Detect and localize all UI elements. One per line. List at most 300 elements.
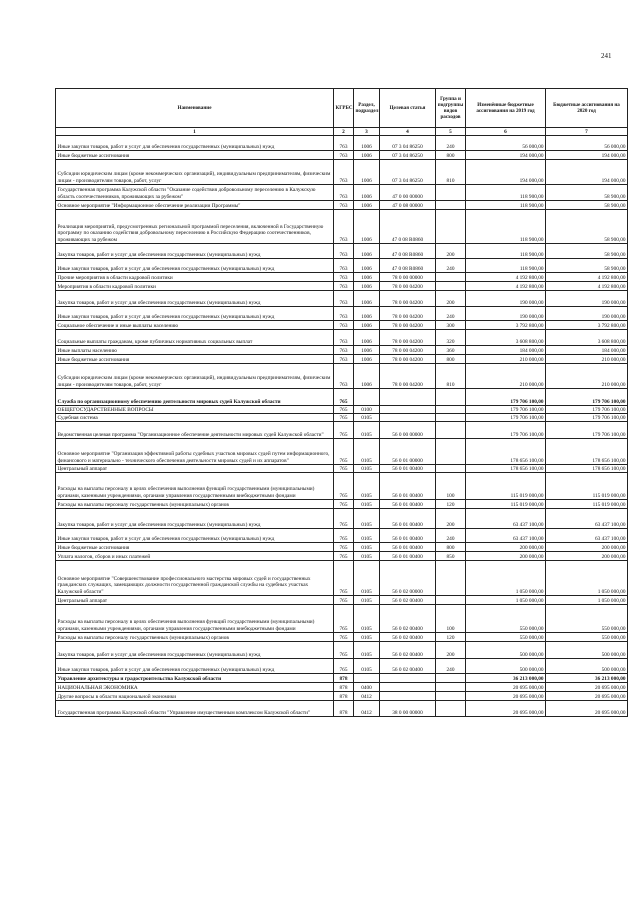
cell-target-article [380, 692, 436, 701]
cell-kgrbs: 765 [334, 509, 354, 529]
cell-section: 1006 [354, 364, 380, 389]
cell-expense-group [436, 692, 466, 701]
column-index: 5 [436, 128, 466, 136]
cell-expense-group: 240 [436, 307, 466, 321]
cell-amount-2020: 20 695 000,00 [546, 701, 628, 717]
cell-amount-2019: 178 656 100,00 [466, 465, 546, 473]
cell-amount-2019: 179 706 100,00 [466, 406, 546, 414]
cell-expense-group: 100 [436, 605, 466, 633]
cell-name: НАЦИОНАЛЬНАЯ ЭКОНОМИКА [56, 683, 334, 692]
cell-name: Центральный аппарат [56, 596, 334, 605]
table-row [56, 692, 628, 701]
cell-amount-2020: 190 000,00 [546, 291, 628, 307]
cell-section: 0105 [354, 529, 380, 543]
table-row [56, 160, 628, 185]
cell-name: Закупка товаров, работ и услуг для обеспечения государственных (муниципальных) нужд [56, 291, 334, 307]
table-row [56, 422, 628, 439]
cell-kgrbs: 765 [334, 659, 354, 674]
cell-expense-group: 320 [436, 330, 466, 346]
cell-target-article: 56 0 02 00400 [380, 605, 436, 633]
cell-section: 0105 [354, 596, 380, 605]
cell-section: 1006 [354, 346, 380, 355]
cell-name: Основное мероприятие "Совершенствование профессионального мастерства мировых судей и государственных гражданских служащих, замещающих должности государственной гражданской службы на судебных участках Калужской области" [56, 561, 334, 596]
cell-name: Служба по организационному обеспечению деятельности мировых судей Калужской области [56, 389, 334, 406]
cell-kgrbs: 763 [334, 151, 354, 160]
cell-expense-group: 300 [436, 321, 466, 330]
cell-target-article: 07 3 04 86250 [380, 136, 436, 151]
cell-target-article: 56 0 01 00400 [380, 543, 436, 552]
cell-kgrbs: 765 [334, 439, 354, 465]
cell-target-article: 78 0 00 04200 [380, 282, 436, 291]
cell-amount-2019: 56 000,00 [466, 136, 546, 151]
cell-section: 0105 [354, 642, 380, 659]
cell-kgrbs: 763 [334, 307, 354, 321]
cell-target-article: 38 0 00 00000 [380, 701, 436, 717]
table-row [56, 185, 628, 201]
cell-target-article [380, 389, 436, 406]
cell-section [354, 674, 380, 683]
cell-amount-2020: 200 000,00 [546, 552, 628, 561]
cell-section: 0412 [354, 692, 380, 701]
cell-amount-2019: 118 900,00 [466, 185, 546, 201]
cell-target-article: 78 0 00 04200 [380, 355, 436, 364]
cell-expense-group [436, 596, 466, 605]
cell-expense-group: 200 [436, 244, 466, 259]
table-body [56, 136, 628, 717]
cell-amount-2020: 115 019 000,00 [546, 473, 628, 500]
table-row [56, 561, 628, 596]
cell-target-article: 56 0 01 00400 [380, 473, 436, 500]
cell-name: Иные бюджетные ассигнования [56, 543, 334, 552]
cell-amount-2020: 58 900,00 [546, 259, 628, 273]
cell-amount-2019: 500 000,00 [466, 642, 546, 659]
cell-expense-group [436, 282, 466, 291]
table-row [56, 500, 628, 509]
cell-amount-2020: 63 437 100,00 [546, 529, 628, 543]
table-row [56, 282, 628, 291]
cell-name: Прочие мероприятия в области кадровой политики [56, 273, 334, 282]
table-row [56, 659, 628, 674]
column-index: 6 [466, 128, 546, 136]
cell-kgrbs: 763 [334, 273, 354, 282]
cell-expense-group [436, 561, 466, 596]
cell-kgrbs: 765 [334, 500, 354, 509]
cell-kgrbs: 763 [334, 282, 354, 291]
cell-target-article: 78 0 00 04200 [380, 307, 436, 321]
cell-amount-2019: 194 000,00 [466, 160, 546, 185]
cell-name: Иные бюджетные ассигнования [56, 355, 334, 364]
cell-section: 1006 [354, 259, 380, 273]
cell-section [354, 389, 380, 406]
cell-expense-group [436, 210, 466, 244]
cell-section: 1006 [354, 307, 380, 321]
table-row [56, 406, 628, 414]
cell-amount-2019: 4 192 800,00 [466, 282, 546, 291]
cell-amount-2020: 4 192 800,00 [546, 282, 628, 291]
table-row [56, 509, 628, 529]
cell-name: Другие вопросы в области национальной экономики [56, 692, 334, 701]
cell-amount-2020: 184 000,00 [546, 346, 628, 355]
cell-kgrbs: 765 [334, 422, 354, 439]
cell-section: 1006 [354, 210, 380, 244]
cell-section: 0105 [354, 552, 380, 561]
cell-kgrbs: 765 [334, 473, 354, 500]
cell-kgrbs: 763 [334, 291, 354, 307]
cell-amount-2020: 58 900,00 [546, 201, 628, 210]
cell-section: 0105 [354, 500, 380, 509]
cell-section: 0105 [354, 439, 380, 465]
cell-amount-2019: 1 050 000,00 [466, 596, 546, 605]
cell-section: 0105 [354, 605, 380, 633]
cell-amount-2019: 3 792 800,00 [466, 321, 546, 330]
cell-amount-2019: 194 000,00 [466, 151, 546, 160]
cell-amount-2020: 115 019 000,00 [546, 500, 628, 509]
cell-section: 0105 [354, 473, 380, 500]
cell-amount-2020: 3 792 800,00 [546, 321, 628, 330]
cell-target-article: 56 0 02 00000 [380, 561, 436, 596]
cell-target-article: 56 0 01 00400 [380, 465, 436, 473]
page-number: 241 [601, 52, 612, 60]
header-target-article: Целевая статья [380, 89, 436, 128]
cell-amount-2020: 58 900,00 [546, 185, 628, 201]
cell-section: 1006 [354, 291, 380, 307]
table-row [56, 355, 628, 364]
cell-amount-2019: 20 695 000,00 [466, 692, 546, 701]
cell-kgrbs: 763 [334, 136, 354, 151]
cell-section: 0105 [354, 561, 380, 596]
cell-amount-2019: 178 656 100,00 [466, 439, 546, 465]
cell-amount-2020: 58 900,00 [546, 210, 628, 244]
cell-expense-group: 200 [436, 642, 466, 659]
cell-expense-group: 800 [436, 151, 466, 160]
cell-amount-2019: 210 000,00 [466, 364, 546, 389]
header-2020: Бюджетные ассигнования на 2020 год [546, 89, 628, 128]
cell-kgrbs: 765 [334, 605, 354, 633]
cell-section: 1006 [354, 244, 380, 259]
cell-section: 0105 [354, 633, 380, 642]
cell-target-article: 56 0 02 00400 [380, 596, 436, 605]
cell-section: 1006 [354, 201, 380, 210]
cell-amount-2020: 36 213 000,00 [546, 674, 628, 683]
cell-expense-group [436, 683, 466, 692]
table-row [56, 201, 628, 210]
cell-expense-group: 240 [436, 529, 466, 543]
cell-name: Государственная программа Калужской области "Управление имущественным комплексом Калужской области" [56, 701, 334, 717]
cell-name: Иные бюджетные ассигнования [56, 151, 334, 160]
cell-kgrbs: 763 [334, 346, 354, 355]
cell-amount-2020: 20 695 000,00 [546, 692, 628, 701]
cell-expense-group [436, 422, 466, 439]
cell-expense-group: 360 [436, 346, 466, 355]
cell-section: 1006 [354, 185, 380, 201]
cell-kgrbs: 765 [334, 596, 354, 605]
cell-section: 1006 [354, 282, 380, 291]
cell-expense-group: 120 [436, 500, 466, 509]
cell-amount-2019: 179 706 100,00 [466, 414, 546, 422]
cell-name: Иные закупки товаров, работ и услуг для обеспечения государственных (муниципальных) нужд [56, 529, 334, 543]
cell-kgrbs: 763 [334, 185, 354, 201]
table-row [56, 307, 628, 321]
cell-target-article: 07 3 04 86250 [380, 151, 436, 160]
cell-name: Уплата налогов, сборов и иных платежей [56, 552, 334, 561]
cell-section: 1006 [354, 160, 380, 185]
cell-expense-group: 120 [436, 633, 466, 642]
cell-name: Судебная система [56, 414, 334, 422]
cell-expense-group: 100 [436, 473, 466, 500]
table-row [56, 321, 628, 330]
table-row [56, 414, 628, 422]
cell-kgrbs: 763 [334, 244, 354, 259]
cell-expense-group: 240 [436, 136, 466, 151]
cell-amount-2019: 36 213 000,00 [466, 674, 546, 683]
cell-name: Мероприятия в области кадровой политики [56, 282, 334, 291]
cell-expense-group: 240 [436, 659, 466, 674]
cell-amount-2020: 179 706 100,00 [546, 414, 628, 422]
cell-kgrbs: 763 [334, 160, 354, 185]
cell-section: 1006 [354, 273, 380, 282]
cell-kgrbs: 765 [334, 552, 354, 561]
cell-name: ОБЩЕГОСУДАРСТВЕННЫЕ ВОПРОСЫ [56, 406, 334, 414]
cell-target-article: 07 3 04 86250 [380, 160, 436, 185]
cell-name: Иные закупки товаров, работ и услуг для обеспечения государственных (муниципальных) нужд [56, 307, 334, 321]
table-row [56, 439, 628, 465]
header-name: Наименование [56, 89, 334, 128]
cell-name: Ведомственная целевая программа "Организационное обеспечение деятельности мировых судей Калужской области" [56, 422, 334, 439]
table-row [56, 633, 628, 642]
cell-expense-group: 800 [436, 355, 466, 364]
cell-expense-group: 200 [436, 509, 466, 529]
cell-expense-group: 810 [436, 364, 466, 389]
cell-name: Иные закупки товаров, работ и услуг для обеспечения государственных (муниципальных) нужд [56, 136, 334, 151]
cell-amount-2020: 179 706 100,00 [546, 389, 628, 406]
cell-target-article: 56 0 02 00400 [380, 633, 436, 642]
table-row [56, 273, 628, 282]
cell-amount-2019: 20 695 000,00 [466, 683, 546, 692]
cell-amount-2019: 190 000,00 [466, 307, 546, 321]
column-index: 4 [380, 128, 436, 136]
cell-amount-2019: 3 608 800,00 [466, 330, 546, 346]
cell-section: 0105 [354, 659, 380, 674]
cell-expense-group [436, 406, 466, 414]
cell-name: Закупка товаров, работ и услуг для обеспечения государственных (муниципальных) нужд [56, 642, 334, 659]
cell-amount-2019: 118 900,00 [466, 259, 546, 273]
cell-name: Центральный аппарат [56, 465, 334, 473]
cell-kgrbs: 765 [334, 561, 354, 596]
cell-amount-2020: 550 000,00 [546, 605, 628, 633]
cell-kgrbs: 763 [334, 355, 354, 364]
cell-kgrbs: 765 [334, 465, 354, 473]
table-row [56, 605, 628, 633]
column-index: 1 [56, 128, 334, 136]
cell-kgrbs: 765 [334, 529, 354, 543]
cell-expense-group [436, 185, 466, 201]
cell-amount-2020: 1 050 000,00 [546, 596, 628, 605]
cell-amount-2019: 200 000,00 [466, 543, 546, 552]
column-index: 3 [354, 128, 380, 136]
cell-expense-group [436, 201, 466, 210]
cell-expense-group: 200 [436, 291, 466, 307]
table-row [56, 701, 628, 717]
cell-target-article: 78 0 00 04200 [380, 291, 436, 307]
table-row [56, 136, 628, 151]
cell-kgrbs: 763 [334, 201, 354, 210]
cell-name: Расходы на выплаты персоналу государственных (муниципальных) органов [56, 633, 334, 642]
cell-section: 0105 [354, 509, 380, 529]
table-row [56, 364, 628, 389]
column-index-row [56, 128, 628, 136]
table-row [56, 596, 628, 605]
cell-amount-2019: 118 900,00 [466, 201, 546, 210]
cell-amount-2019: 550 000,00 [466, 605, 546, 633]
table-row [56, 389, 628, 406]
cell-amount-2019: 550 000,00 [466, 633, 546, 642]
cell-expense-group [436, 439, 466, 465]
cell-target-article [380, 406, 436, 414]
header-2019: Изменённые бюджетные ассигнования на 2019 год [466, 89, 546, 128]
cell-amount-2020: 200 000,00 [546, 543, 628, 552]
cell-amount-2020: 63 437 100,00 [546, 509, 628, 529]
cell-kgrbs: 763 [334, 330, 354, 346]
header-kgrbs: КГРБС [334, 89, 354, 128]
cell-name: Управление архитектуры и градостроительства Калужской области [56, 674, 334, 683]
cell-name: Закупка товаров, работ и услуг для обеспечения государственных (муниципальных) нужд [56, 509, 334, 529]
cell-amount-2020: 210 000,00 [546, 355, 628, 364]
cell-amount-2019: 118 900,00 [466, 244, 546, 259]
cell-expense-group: 800 [436, 543, 466, 552]
cell-section: 1006 [354, 151, 380, 160]
cell-target-article: 47 0 00 00000 [380, 185, 436, 201]
cell-amount-2020: 179 706 100,00 [546, 422, 628, 439]
cell-section: 0400 [354, 683, 380, 692]
cell-amount-2019: 210 000,00 [466, 355, 546, 364]
table-row [56, 465, 628, 473]
cell-amount-2020: 1 050 000,00 [546, 561, 628, 596]
cell-amount-2020: 56 000,00 [546, 136, 628, 151]
cell-section: 1006 [354, 136, 380, 151]
table-row [56, 683, 628, 692]
cell-amount-2020: 550 000,00 [546, 633, 628, 642]
cell-name: Основное мероприятие "Организация эффективной работы судебных участков мировых судей путем информационного, финансового и материально - технического обеспечения деятельности мировых судей и их аппаратов" [56, 439, 334, 465]
cell-target-article: 56 0 01 00400 [380, 552, 436, 561]
table-row [56, 642, 628, 659]
table-row [56, 259, 628, 273]
cell-name: Социальные выплаты гражданам, кроме публичных нормативных социальных выплат [56, 330, 334, 346]
cell-target-article [380, 414, 436, 422]
cell-kgrbs: 765 [334, 414, 354, 422]
cell-target-article: 56 0 01 00400 [380, 529, 436, 543]
cell-target-article: 78 0 00 04200 [380, 364, 436, 389]
cell-target-article: 78 0 00 04200 [380, 330, 436, 346]
cell-kgrbs: 765 [334, 406, 354, 414]
table-row [56, 210, 628, 244]
cell-kgrbs: 878 [334, 692, 354, 701]
cell-name: Иные закупки товаров, работ и услуг для обеспечения государственных (муниципальных) нужд [56, 259, 334, 273]
cell-amount-2020: 500 000,00 [546, 659, 628, 674]
cell-kgrbs: 878 [334, 674, 354, 683]
cell-amount-2019: 115 019 000,00 [466, 500, 546, 509]
cell-name: Субсидии юридическим лицам (кроме некоммерческих организаций), индивидуальным предпринимателям, физическим лицам - производителям товаров, работ, услуг [56, 160, 334, 185]
cell-amount-2019: 118 900,00 [466, 210, 546, 244]
table-row [56, 346, 628, 355]
cell-target-article: 78 0 00 00000 [380, 273, 436, 282]
cell-amount-2020: 210 000,00 [546, 364, 628, 389]
cell-section: 1006 [354, 355, 380, 364]
cell-amount-2020: 3 608 800,00 [546, 330, 628, 346]
cell-kgrbs: 765 [334, 389, 354, 406]
cell-name: Социальное обеспечение и иные выплаты населению [56, 321, 334, 330]
cell-target-article: 78 0 00 04200 [380, 321, 436, 330]
cell-amount-2019: 179 706 100,00 [466, 422, 546, 439]
cell-section: 0105 [354, 414, 380, 422]
table-row [56, 552, 628, 561]
cell-target-article [380, 674, 436, 683]
cell-amount-2020: 194 000,00 [546, 160, 628, 185]
cell-amount-2020: 58 900,00 [546, 244, 628, 259]
cell-kgrbs: 763 [334, 321, 354, 330]
table-row [56, 473, 628, 500]
cell-name: Реализация мероприятий, предусмотренных региональной программой переселения, включенной в Государственную программу по оказанию содействия добровольному переселению в Российскую Федерацию соотечественников, проживающих за рубежом [56, 210, 334, 244]
cell-name: Закупка товаров, работ и услуг для обеспечения государственных (муниципальных) нужд [56, 244, 334, 259]
cell-target-article: 56 0 02 00400 [380, 642, 436, 659]
cell-amount-2019: 200 000,00 [466, 552, 546, 561]
table-row [56, 529, 628, 543]
cell-amount-2019: 1 050 000,00 [466, 561, 546, 596]
cell-expense-group: 240 [436, 259, 466, 273]
cell-target-article: 47 0 08 00000 [380, 201, 436, 210]
cell-name: Государственная программа Калужской области "Оказание содействия добровольному переселению в Калужскую область соотечественников, проживающих за рубежом" [56, 185, 334, 201]
cell-section: 0412 [354, 701, 380, 717]
cell-amount-2020: 179 706 100,00 [546, 406, 628, 414]
cell-section: 0105 [354, 465, 380, 473]
table-row [56, 330, 628, 346]
cell-amount-2019: 179 706 100,00 [466, 389, 546, 406]
cell-section: 0105 [354, 422, 380, 439]
cell-kgrbs: 878 [334, 701, 354, 717]
cell-amount-2019: 184 000,00 [466, 346, 546, 355]
table-row [56, 674, 628, 683]
header-expense-group: Группа и подгруппы видов расходов [436, 89, 466, 128]
cell-target-article: 47 0 08 R0860 [380, 259, 436, 273]
cell-expense-group: 810 [436, 160, 466, 185]
cell-target-article: 47 0 08 R0860 [380, 210, 436, 244]
cell-name: Расходы на выплаты персоналу в целях обеспечения выполнения функций государственными (муниципальными) органами, казенными учреждениями, органами управления государственными внебюджетными фондами [56, 605, 334, 633]
column-index: 7 [546, 128, 628, 136]
table-row [56, 151, 628, 160]
cell-kgrbs: 765 [334, 633, 354, 642]
cell-amount-2019: 500 000,00 [466, 659, 546, 674]
cell-amount-2019: 4 192 800,00 [466, 273, 546, 282]
cell-amount-2019: 115 019 000,00 [466, 473, 546, 500]
header-section: Раздел, подраздел [354, 89, 380, 128]
cell-target-article: 56 0 01 00400 [380, 500, 436, 509]
column-index: 2 [334, 128, 354, 136]
cell-kgrbs: 765 [334, 543, 354, 552]
cell-target-article: 56 0 00 00000 [380, 422, 436, 439]
cell-section: 0105 [354, 543, 380, 552]
cell-target-article: 47 0 08 R0860 [380, 244, 436, 259]
cell-target-article: 56 0 01 00000 [380, 439, 436, 465]
cell-expense-group [436, 414, 466, 422]
cell-amount-2020: 190 000,00 [546, 307, 628, 321]
cell-amount-2020: 500 000,00 [546, 642, 628, 659]
cell-kgrbs: 763 [334, 210, 354, 244]
cell-target-article: 56 0 01 00400 [380, 509, 436, 529]
cell-expense-group [436, 465, 466, 473]
cell-amount-2020: 20 695 000,00 [546, 683, 628, 692]
cell-amount-2019: 63 437 100,00 [466, 529, 546, 543]
cell-kgrbs: 765 [334, 642, 354, 659]
table-row [56, 543, 628, 552]
